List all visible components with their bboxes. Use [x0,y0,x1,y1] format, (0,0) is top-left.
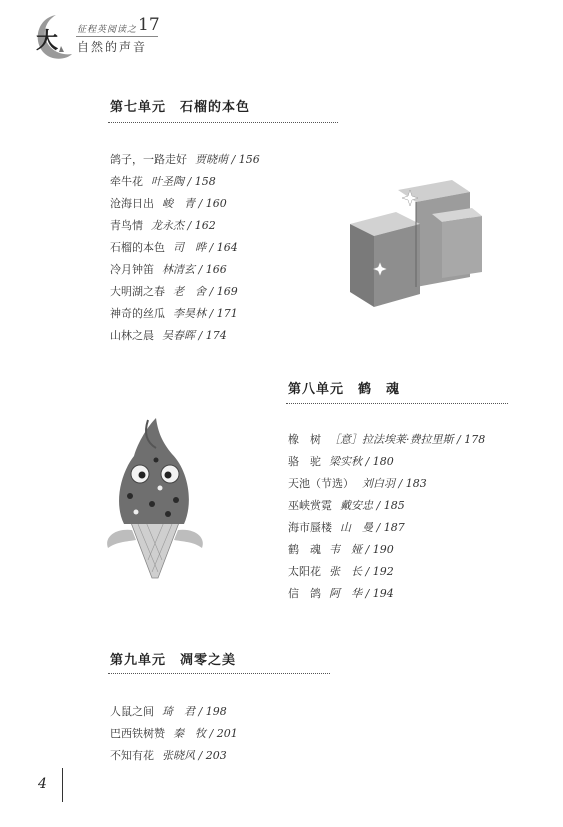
entry-title: 巫峡赏霓 [288,499,332,512]
toc-entry[interactable] [288,586,485,602]
header-volume-number: 17 [138,15,160,35]
header-big-char: 大 [36,28,59,54]
unit-8-entry-list [288,432,485,602]
entry-page: / 160 [198,197,227,210]
entry-title: 冷月钟笛 [110,263,154,276]
entry-author: 梁实秋 [329,455,362,468]
entry-title: 信 鸽 [288,587,321,600]
entry-author: 贾晓萌 [195,153,228,166]
unit-9-entry-list [110,704,238,764]
entry-page: / 185 [376,499,405,512]
entry-title: 海市蜃楼 [288,521,332,534]
toc-entry[interactable] [288,520,485,536]
entry-title: 山林之晨 [110,329,154,342]
toc-entry[interactable] [110,306,260,322]
entry-author: 张 长 [329,565,362,578]
entry-author: 李昊林 [173,307,206,320]
entry-page: / 166 [198,263,227,276]
entry-page: / 171 [209,307,238,320]
entry-page: / 194 [365,587,394,600]
toc-entry[interactable] [110,152,260,168]
entry-title: 沧海日出 [110,197,154,210]
toc-entry[interactable] [288,542,485,558]
ice-cream-creature-illustration [100,412,210,580]
toc-entry[interactable] [288,498,485,514]
entry-author: 龙永杰 [151,219,184,232]
stacked-cubes-illustration [340,172,485,327]
header-series: 征程英阅读之 [77,25,138,35]
entry-author: ［意］拉法埃莱·费拉里斯 [329,433,454,446]
entry-title: 大明湖之春 [110,285,165,298]
footer-vertical-rule [62,768,63,802]
entry-title: 不知有花 [110,749,154,762]
entry-author: 吴春晖 [162,329,195,342]
entry-page: / 201 [209,727,238,740]
entry-page: / 169 [209,285,238,298]
unit-7-heading: 第七单元 石榴的本色 [110,100,251,115]
toc-entry[interactable] [110,328,260,344]
entry-page: / 164 [209,241,238,254]
entry-title: 骆 驼 [288,455,321,468]
toc-entry[interactable] [110,726,238,742]
entry-author: 阿 华 [329,587,362,600]
entry-author: 峻 青 [162,197,195,210]
toc-entry[interactable] [110,284,260,300]
entry-page: / 162 [187,219,216,232]
entry-page: / 174 [198,329,227,342]
entry-page: / 180 [365,455,394,468]
toc-entry[interactable] [110,262,260,278]
entry-author: 张晓风 [162,749,195,762]
page-number: 4 [38,776,47,792]
entry-author: 老 舍 [173,285,206,298]
toc-entry[interactable] [288,432,485,448]
entry-page: / 178 [457,433,486,446]
entry-author: 秦 牧 [173,727,206,740]
toc-entry[interactable] [110,240,260,256]
entry-author: 司 晔 [173,241,206,254]
entry-page: / 187 [376,521,405,534]
toc-entry[interactable] [288,454,485,470]
toc-entry[interactable] [110,174,260,190]
entry-author: 刘白羽 [362,477,395,490]
entry-author: 叶圣陶 [151,175,184,188]
entry-title: 橡 树 [288,433,321,446]
toc-entry[interactable] [288,564,485,580]
entry-page: / 198 [198,705,227,718]
entry-title: 石榴的本色 [110,241,165,254]
unit-9-dotted-rule [108,673,330,674]
entry-page: / 192 [365,565,394,578]
entry-author: 琦 君 [162,705,195,718]
entry-page: / 156 [231,153,260,166]
entry-author: 戴安忠 [340,499,373,512]
entry-title: 人鼠之间 [110,705,154,718]
entry-page: / 190 [365,543,394,556]
unit-7-entry-list [110,152,260,344]
entry-title: 鹤 魂 [288,543,321,556]
unit-9-heading: 第九单元 凋零之美 [110,653,237,668]
entry-author: 韦 娅 [329,543,362,556]
entry-title: 太阳花 [288,565,321,578]
entry-title: 天池（节选） [288,477,354,490]
toc-entry[interactable] [288,476,485,492]
header-divider [76,36,158,37]
toc-entry[interactable] [110,218,260,234]
entry-title: 神奇的丝瓜 [110,307,165,320]
unit-7-dotted-rule [108,122,338,123]
toc-entry[interactable] [110,196,260,212]
entry-title: 牵牛花 [110,175,143,188]
entry-title: 青鸟情 [110,219,143,232]
toc-entry[interactable] [110,748,238,764]
entry-author: 山 曼 [340,521,373,534]
entry-page: / 158 [187,175,216,188]
unit-8-heading: 第八单元 鹤 魂 [288,382,401,397]
entry-title: 鸽子，一路走好 [110,153,187,166]
header-subtitle: 自然的声音 [77,40,148,54]
entry-page: / 203 [198,749,227,762]
entry-title: 巴西铁树赞 [110,727,165,740]
entry-author: 林清玄 [162,263,195,276]
unit-8-dotted-rule [286,403,508,404]
entry-page: / 183 [398,477,427,490]
toc-entry[interactable] [110,704,238,720]
